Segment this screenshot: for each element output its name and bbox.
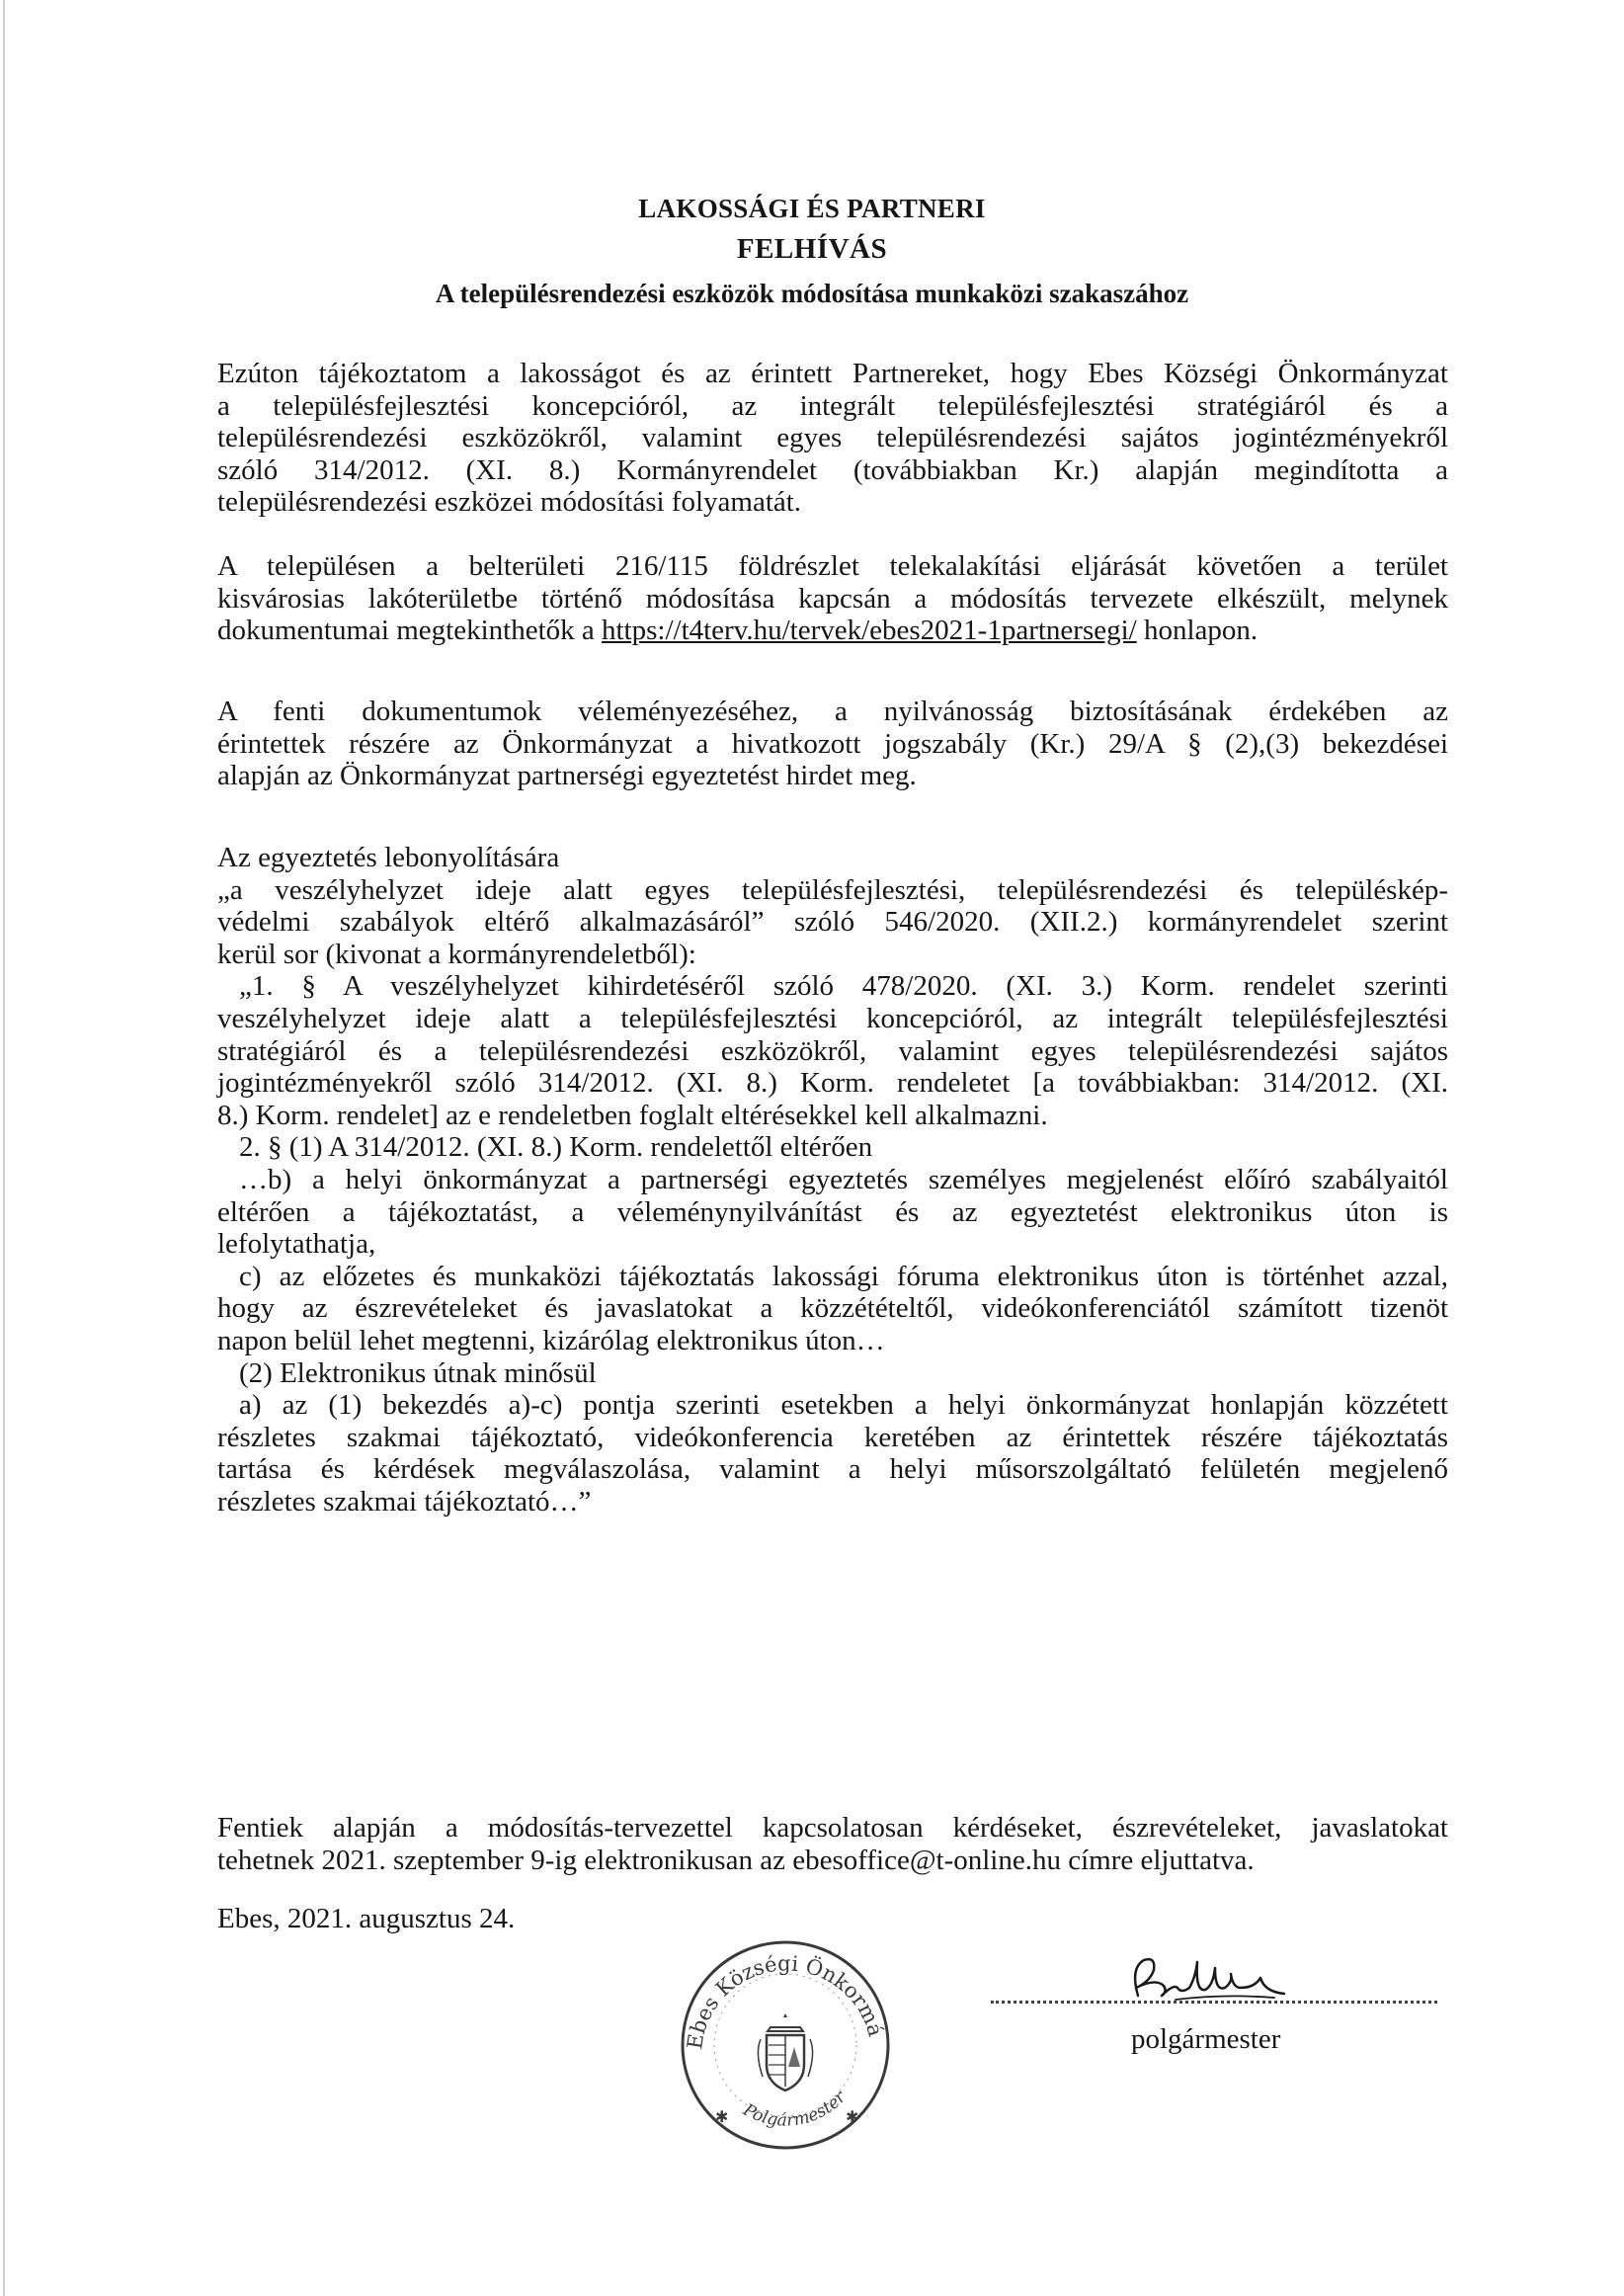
text-line: c) az előzetes és munkaközi tájékoztatás lakossági fóruma elektronikus úton is történhet azzal, [239, 1260, 1448, 1292]
notice-title-line1: LAKOSSÁGI ÉS PARTNERI [638, 194, 986, 223]
text-fragment: dokumentumai megtekinthetők a [217, 615, 602, 647]
text-line: eltérően a tájékoztatást, a véleménynyilvánítást és az egyeztetést elektronikus úton is [217, 1195, 1448, 1228]
text-line: érintettek részére az Önkormányzat a hivatkozott jogszabály (Kr.) 29/A § (2),(3) bekezdései [217, 727, 1448, 760]
text-line: (2) Elektronikus útnak minősül [239, 1356, 597, 1389]
text-line: Ezúton tájékoztatom a lakosságot és az érintett Partnereket, hogy Ebes Községi Önkormányzat [217, 358, 1448, 389]
paragraph-intro [217, 358, 1448, 519]
text-line: kisvárosias lakóterületbe történő módosítása kapcsán a módosítás tervezete elkészült, melynek [217, 582, 1448, 615]
plan-documents-link[interactable]: https://t4terv.hu/tervek/ebes2021-1partnersegi/ [602, 615, 1137, 647]
text-line: Az egyeztetés lebonyolítására [217, 842, 560, 873]
text-line: lefolytathatja, [217, 1228, 376, 1261]
handwritten-signature [1116, 1948, 1304, 2016]
stamp-bottom-text: Polgármester [739, 2088, 851, 2131]
text-line: 2. § (1) A 314/2012. (XI. 8.) Korm. rendelettől eltérően [239, 1131, 873, 1164]
notice-subtitle: A településrendezési eszközök módosítása munkaközi szakaszához [435, 279, 1189, 308]
text-line: szóló 314/2012. (XI. 8.) Kormányrendelet (továbbiakban Kr.) alapján megindította a [217, 453, 1448, 486]
svg-text:Ebes Községi Önkormányzat [672, 1928, 888, 2051]
paragraph-decree-excerpt [217, 842, 1448, 1517]
text-fragment: honlapon. [1136, 615, 1259, 647]
text-line: hogy az észrevételeket és javaslatokat a közzétételtől, videókonferenciától számított tizenöt [217, 1292, 1448, 1325]
place-date: Ebes, 2021. augusztus 24. [217, 1903, 516, 1934]
text-line: településrendezési eszközökről, valamint egyes településrendezési sajátos jogintézményekről [217, 422, 1448, 454]
text-line: stratégiáról és a településrendezési eszközökről, valamint egyes településrendezési sajátos [217, 1034, 1448, 1067]
text-line: részletes szakmai tájékoztató, videókonferencia keretében az érintettek részére tájékoztatás [217, 1421, 1448, 1453]
text-line: tartása és kérdések megválaszolása, valamint a helyi műsorszolgáltató felületén megjelenő [217, 1453, 1448, 1486]
svg-text:✱: ✱ [715, 2107, 729, 2126]
text-line: 8.) Korm. rendelet] az e rendeletben foglalt eltérésekkel kell alkalmazni. [217, 1099, 1048, 1131]
scan-edge-line [3, 0, 5, 2296]
signature-dotted-line [991, 2001, 1437, 2004]
text-line: A fenti dokumentumok véleményezéséhez, a nyilvánosság biztosításának érdekében az [217, 696, 1448, 727]
text-line: védelmi szabályok eltérő alkalmazásáról” szóló 546/2020. (XII.2.) kormányrendelet szerint [217, 906, 1448, 939]
paragraph-deadline [217, 1812, 1448, 1876]
stamp-seal-icon [672, 1928, 899, 2156]
text-line: alapján az Önkormányzat partnerségi egyeztetést hirdet meg. [217, 760, 917, 792]
text-line: részletes szakmai tájékoztató…” [217, 1485, 592, 1517]
signatory-role: polgármester [1131, 2023, 1281, 2055]
text-line: településrendezési eszközei módosítási folyamatát. [217, 486, 802, 519]
text-line: „1. § A veszélyhelyzet kihirdetéséről szóló 478/2020. (XI. 3.) Korm. rendelet szerinti [239, 970, 1448, 1003]
svg-text:✱: ✱ [846, 2107, 859, 2126]
text-line: Fentiek alapján a módosítás-tervezettel kapcsolatosan kérdéseket, észrevételeket, javaslatokat [217, 1812, 1448, 1844]
text-line: A településen a belterületi 216/115 földrészlet telekalakítási eljárását követően a terület [217, 550, 1448, 582]
paragraph-plan-info [217, 550, 1448, 647]
text-line: „a veszélyhelyzet ideje alatt egyes településfejlesztési, településrendezési és településkép- [217, 873, 1448, 906]
text-line: …b) a helyi önkormányzat a partnerségi egyeztetés személyes megjelenést előíró szabályaitól [239, 1163, 1448, 1195]
text-line: a településfejlesztési koncepcióról, az integrált településfejlesztési stratégiáról és a [217, 389, 1448, 422]
official-stamp [672, 1928, 899, 2161]
text-line: a) az (1) bekezdés a)-c) pontja szerinti esetekben a helyi önkormányzat honlapján közzétett [239, 1389, 1448, 1422]
stamp-top-text: Ebes Községi Önkormá [683, 1951, 888, 2051]
text-line: tehetnek 2021. szeptember 9-ig elektronikusan az ebesoffice@t-online.hu címre eljuttatva. [217, 1844, 1255, 1876]
paragraph-consultation [217, 696, 1448, 792]
text-line: veszélyhelyzet ideje alatt a településfejlesztési koncepcióról, az integrált településfejlesztési [217, 1002, 1448, 1034]
text-line [217, 615, 1448, 647]
notice-title-line2: FELHÍVÁS [736, 233, 888, 265]
text-line: napon belül lehet megtenni, kizárólag elektronikus úton… [217, 1324, 885, 1356]
text-line: jogintézményekről szóló 314/2012. (XI. 8.) Korm. rendeletet [a továbbiakban: 314/2012. (XI. [217, 1067, 1448, 1100]
text-line: kerül sor (kivonat a kormányrendeletből): [217, 938, 696, 970]
